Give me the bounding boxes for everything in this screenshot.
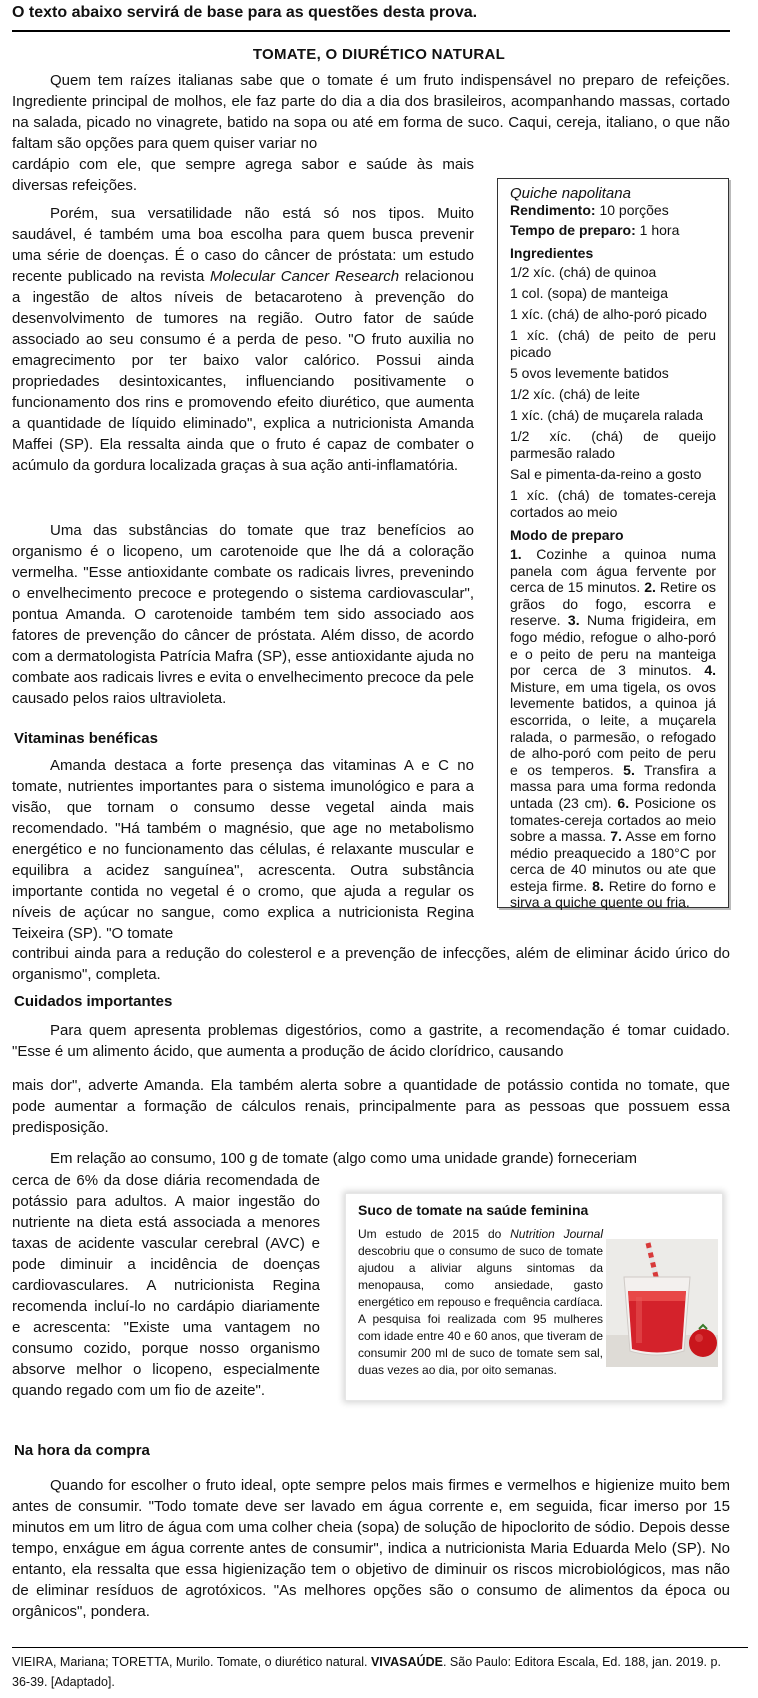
- recipe-box: [497, 178, 729, 911]
- ingredient-item: 1 xíc. (chá) de peito de peru picado: [510, 327, 716, 360]
- ingredient-item: Sal e pimenta-da-reino a gosto: [510, 466, 702, 482]
- paragraph-6-cont: cerca de 6% da dose diária recomendada de potássio para adultos. A maior ingestão do nutriente na dieta está associada a menores taxas de acidente vascular cerebral (AVC) e pode diminuir a incidência de doenças cardiovasculares. A nutricionista Regina recomenda incluí-lo no cardápio diariamente e acrescenta: "Existe uma vantagem no consumo cozido, porque nosso organismo absorve melhor o licopeno, especialmente quando regado com um fio de azeite".: [12, 1172, 320, 1399]
- step-number: 2.: [644, 579, 656, 596]
- ingredient-item: 1 xíc. (chá) de tomates-cereja cortados ao meio: [510, 487, 716, 520]
- juice-sidebar: [345, 1193, 723, 1401]
- ingredient-item: 1/2 xíc. (chá) de leite: [510, 386, 640, 402]
- step-text: Retire os grãos do fogo, escorra e reserve.: [510, 579, 716, 629]
- ingredient-item: 1 xíc. (chá) de muçarela ralada: [510, 407, 703, 423]
- step-text: Misture, em uma tigela, os ovos levemente batidos, a quinoa já escorrida, o leite, a muçarela ralada, o parmesão, o refogado de alho-poró com peito de peru e os temperos.: [510, 678, 716, 778]
- paragraph-5-cont: mais dor", adverte Amanda. Ela também alerta sobre a quantidade de potássio contida no tomate, que pode aumentar a formação de cálculos renais, principalmente para as pessoas que possuem essa predisposição.: [12, 1077, 730, 1136]
- step-text: Posicione os tomates-cereja cortados ao meio sobre a massa.: [510, 794, 716, 845]
- juice-title: Suco de tomate na saúde feminina: [358, 1202, 589, 1218]
- step-number: 5.: [623, 761, 635, 778]
- citation-footer: VIEIRA, Mariana; TORETTA, Murilo. Tomate, o diurético natural. VIVASAÚDE. São Paulo: Editora Escala, Ed. 188, jan. 2019. p. 36-39. [Adaptado].: [12, 1655, 721, 1689]
- tomato-juice-photo-icon: [606, 1239, 718, 1367]
- step-number: 8.: [592, 877, 604, 894]
- paragraph-1-cont: cardápio com ele, que sempre agrega sabor e saúde às mais diversas refeições.: [12, 156, 474, 194]
- step-number: 6.: [617, 794, 630, 811]
- subheading-vitaminas: Vitaminas benéficas: [14, 730, 158, 747]
- step-number: 3.: [567, 612, 580, 629]
- ingredients-list: [510, 264, 716, 521]
- ingredients-heading: Ingredientes: [510, 245, 594, 261]
- ingredient-item: 5 ovos levemente batidos: [510, 365, 669, 381]
- recipe-title: Quiche napolitana: [510, 185, 631, 202]
- step-number: 1.: [510, 546, 522, 562]
- paragraph-4: Amanda destaca a forte presença das vitaminas A e C no tomate, nutrientes importantes para o sistema imunológico e para a visão, que tornam o consumo desse vegetal ainda mais recomendado. "Há também o magnésio, que age no metabolismo energético e no funcionamento das células, é relaxante muscular e equilibra a acidez sanguínea", acrescenta. Outra substância importante contida no vegetal é o cromo, que ajuda a regular os níveis de açúcar no sangue, como explica a nutricionista Regina Teixeira (SP). "O tomate: [12, 757, 474, 942]
- top-divider: [12, 30, 730, 32]
- step-text: Asse em forno médio preaquecido a 180°C por cerca de 40 minutos ou ate que esteja firme.: [510, 828, 716, 894]
- paragraph-7: Quando for escolher o fruto ideal, opte sempre pelos mais firmes e vermelhos e higienize muito bem antes de consumir. "Todo tomate deve ser lavado em água corrente e, em seguida, ficar imerso por 15 minutos em um litro de água com uma colher cheia (sopa) de solução de hipoclorito de sódio. Depois desse tempo, enxágue em água corrente antes de consumir", indica a nutricionista Maria Eduarda Melo (SP). No entanto, ela ressalta que essa higienização tem o objetivo de diminuir os riscos microbiológicos, mas não de eliminar resíduos de agrotóxicos. "As melhores opções são o consumo de alimentos da época ou orgânicos", pondera.: [12, 1477, 730, 1620]
- paragraph-6: Em relação ao consumo, 100 g de tomate (algo como uma unidade grande) forneceriam: [50, 1150, 637, 1167]
- ingredient-item: 1/2 xíc. (chá) de queijo parmesão ralado: [510, 428, 716, 461]
- paragraph-3: Uma das substâncias do tomate que traz benefícios ao organismo é o licopeno, um carotenoide que lhe dá a coloração vermelha. "Esse antioxidante combate os radicais livres, prevenindo o envelhecimento precoce e protegendo o sistema cardiovascular", pontua Amanda. O carotenoide também tem sido associado aos fatores de prevenção do câncer de próstata. Além disso, de acordo com a dermatologista Patrícia Mafra (SP), esse antioxidante ajuda no combate aos radicais livres e evita o envelhecimento precoce da pele causado pelos raios ultravioleta.: [12, 522, 474, 707]
- subheading-cuidados: Cuidados importantes: [14, 993, 173, 1010]
- ingredient-item: 1 xíc. (chá) de alho-poró picado: [510, 306, 707, 322]
- step-text: Retire do forno e sirva a quiche quente ou fria.: [510, 877, 716, 911]
- paragraph-4-cont: contribui ainda para a redução do colesterol e a prevenção de infecções, além de eliminar ácido úrico do organismo", completa.: [12, 945, 730, 983]
- method-heading: Modo de preparo: [510, 527, 624, 543]
- method-text: [510, 546, 716, 911]
- recipe-time: Tempo de preparo: 1 hora: [510, 222, 680, 238]
- paragraph-5: Para quem apresenta problemas digestórios, como a gastrite, a recomendação é tomar cuidado. "Esse é um alimento ácido, que aumenta a produção de ácido clorídrico, causando: [12, 1022, 730, 1060]
- step-text: Cozinhe a quinoa numa panela com água fervente por cerca de 15 minutos.: [510, 546, 716, 596]
- step-number: 4.: [704, 662, 716, 679]
- step-text: Transfira a massa para uma forma redonda untada (23 cm).: [510, 761, 716, 811]
- step-text: Numa frigideira, em fogo médio, refogue o alho-poró e o peito de peru na manteiga por cerca de 3 minutos.: [510, 612, 716, 679]
- juice-text: Um estudo de 2015 do Nutrition Journal descobriu que o consumo de suco de tomate ajudou a aliviar alguns sintomas da menopausa, como ansiedade, gasto energético em repouso e frequência cardíaca. A pesquisa foi realizada com 95 mulheres com idade entre 40 e 60 anos, que tiveram de consumir 200 ml de suco de tomate sem sal, duas vezes ao dia, por oito semanas.: [358, 1227, 603, 1377]
- exam-header-note: O texto abaixo servirá de base para as questões desta prova.: [12, 4, 478, 21]
- paragraph-1-full: Quem tem raízes italianas sabe que o tomate é um fruto indispensável no preparo de refeições. Ingrediente principal de molhos, ele faz parte do dia a dia dos brasileiros, acompanhando massas, cortado na salada, picado no vinagrete, batido na sopa ou até em forma de suco. Caqui, cereja, italiano, o que não faltam são opções para quem quiser variar no: [12, 72, 730, 152]
- article-title: TOMATE, O DIURÉTICO NATURAL: [252, 46, 506, 63]
- paragraph-2: Porém, sua versatilidade não está só nos tipos. Muito saudável, é também uma boa escolha para quem busca prevenir uma série de doenças. É o caso do câncer de próstata: um estudo recente publicado na revista Molecular Cancer Research relacionou a ingestão de altos níveis de betacaroteno à prevenção do desenvolvimento de tumores na região. Outro fator de saúde associado ao seu consumo é a perda de peso. "O fruto auxilia no emagrecimento por ter baixo valor calórico. Possui ainda propriedades desintoxicantes, influenciando positivamente o funcionamento dos rins e promovendo efeito diurético, que aumenta a quantidade de líquido eliminado", explica a nutricionista Amanda Maffei (SP). Ela ressalta ainda que o fruto é capaz de combater o acúmulo da gordura localizada graças à sua ação anti-inflamatória.: [12, 205, 474, 474]
- subheading-compra: Na hora da compra: [14, 1442, 150, 1459]
- ingredient-item: 1/2 xíc. (chá) de quinoa: [510, 264, 657, 280]
- ingredient-item: 1 col. (sopa) de manteiga: [510, 285, 668, 301]
- recipe-yield: Rendimento: 10 porções: [510, 202, 669, 218]
- bottom-divider: [12, 1647, 748, 1648]
- step-number: 7.: [610, 828, 622, 845]
